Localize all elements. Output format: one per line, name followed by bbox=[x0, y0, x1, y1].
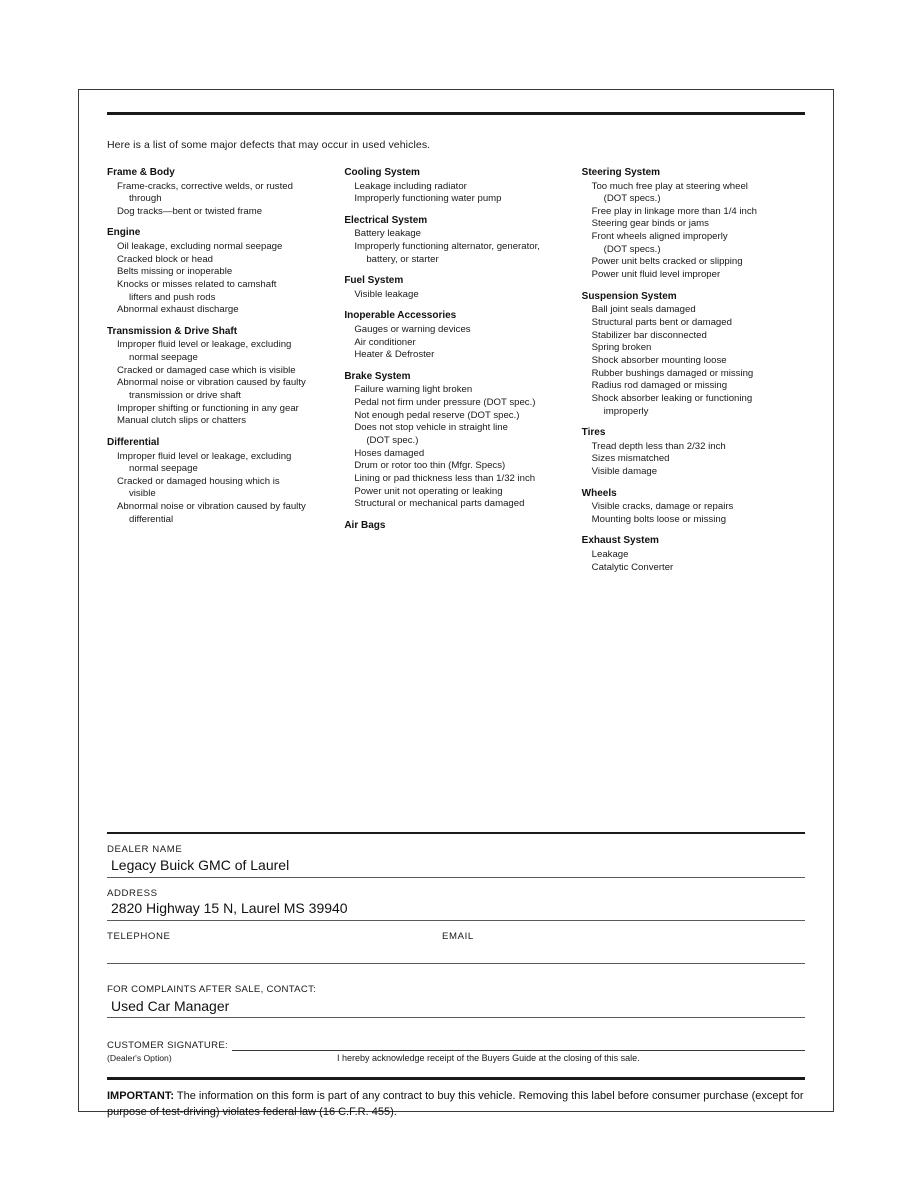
defect-text: Does not stop vehicle in straight line bbox=[354, 422, 508, 434]
signature-subrow bbox=[107, 1053, 805, 1063]
complaints-label: FOR COMPLAINTS AFTER SALE, CONTACT: bbox=[107, 984, 317, 996]
group-title-differential: Differential bbox=[107, 437, 160, 448]
defect-item bbox=[107, 339, 336, 364]
group-title-electrical-system: Electrical System bbox=[344, 214, 428, 226]
defect-text: Abnormal noise or vibration caused by faulty bbox=[117, 501, 306, 513]
defect-item: Power unit not operating or leaking bbox=[354, 485, 503, 497]
group-title-cooling-system: Cooling System bbox=[344, 167, 420, 178]
group-title-inoperable-accessories: Inoperable Accessories bbox=[344, 310, 457, 322]
defect-text: Shock absorber leaking or functioning bbox=[591, 392, 753, 404]
group-title-transmission-drive-shaft: Transmission & Drive Shaft bbox=[107, 325, 238, 337]
buyers-guide-page bbox=[78, 89, 834, 1119]
defect-item: Battery leakage bbox=[354, 228, 421, 240]
telephone-email-row[interactable] bbox=[107, 931, 805, 964]
defects-column-2 bbox=[344, 167, 581, 533]
defect-text-cont: transmission or drive shaft bbox=[129, 390, 241, 402]
defect-item: Drum or rotor too thin (Mfgr. Specs) bbox=[354, 460, 506, 472]
defect-item: Hoses damaged bbox=[354, 447, 425, 459]
group-title-fuel-system: Fuel System bbox=[344, 275, 404, 287]
defect-item bbox=[344, 241, 573, 266]
defect-item: Free play in linkage more than 1/4 inch bbox=[591, 205, 757, 217]
page-inner bbox=[107, 112, 805, 1119]
defect-text-cont: improperly bbox=[603, 405, 649, 417]
defect-text-cont: (DOT spec.) bbox=[366, 435, 419, 447]
defect-item bbox=[107, 377, 336, 402]
defect-item: Structural parts bent or damaged bbox=[591, 316, 732, 328]
complaints-underline bbox=[107, 1017, 805, 1018]
dealer-address-field[interactable] bbox=[107, 888, 805, 921]
defect-text-cont: differential bbox=[129, 513, 174, 525]
defect-item: Steering gear binds or jams bbox=[591, 218, 709, 230]
defect-text: Too much free play at steering wheel bbox=[591, 180, 748, 192]
defect-item: Power unit belts cracked or slipping bbox=[591, 256, 743, 268]
acknowledgement-text: I hereby acknowledge receipt of the Buyers Guide at the closing of this sale. bbox=[337, 1053, 640, 1064]
defect-item: Tread depth less than 2/32 inch bbox=[591, 440, 726, 452]
telephone-email-labels bbox=[107, 931, 805, 963]
defect-text-cont: (DOT specs.) bbox=[603, 193, 661, 205]
spacer bbox=[107, 964, 805, 974]
defect-item: Stabilizer bar disconnected bbox=[591, 329, 707, 341]
dealer-name-label: DEALER NAME bbox=[107, 844, 183, 856]
important-text: The information on this form is part of any contract to buy this vehicle. Removing this label before consumer purchase (except for purpose of test-driving) violates federal law (16 C.F.R. 455). bbox=[107, 1090, 804, 1119]
defect-text: Improperly functioning alternator, generator, bbox=[354, 240, 540, 252]
customer-signature-row[interactable] bbox=[107, 1040, 805, 1051]
defect-text: Improper fluid level or leakage, excluding bbox=[117, 450, 292, 462]
defect-item: Power unit fluid level improper bbox=[591, 269, 721, 281]
defect-item: Visible leakage bbox=[354, 288, 419, 300]
defect-text: Knocks or misses related to camshaft bbox=[117, 278, 277, 290]
defect-item: Dog tracks—bent or twisted frame bbox=[117, 205, 263, 217]
defects-column-3 bbox=[582, 167, 805, 574]
defect-text-cont: through bbox=[129, 193, 162, 205]
telephone-cell[interactable] bbox=[107, 931, 442, 963]
defect-item: Oil leakage, excluding normal seepage bbox=[117, 240, 283, 252]
defect-item: Mounting bolts loose or missing bbox=[591, 513, 727, 525]
email-value bbox=[442, 943, 805, 964]
important-notice bbox=[107, 1089, 805, 1121]
defect-item bbox=[344, 422, 573, 447]
important-heading: IMPORTANT: bbox=[107, 1090, 175, 1103]
customer-signature-line[interactable] bbox=[232, 1043, 805, 1051]
defect-item: Cracked block or head bbox=[117, 253, 213, 265]
defect-item: Sizes mismatched bbox=[591, 453, 670, 465]
defect-item: Air conditioner bbox=[354, 336, 416, 348]
group-title-steering-system: Steering System bbox=[581, 167, 661, 178]
defect-item: Improper shifting or functioning in any gear bbox=[117, 402, 299, 414]
defect-text: Abnormal noise or vibration caused by faulty bbox=[117, 377, 306, 389]
defect-item: Rubber bushings damaged or missing bbox=[591, 367, 754, 379]
defect-item: Leakage including radiator bbox=[354, 180, 467, 192]
group-title-exhaust-system: Exhaust System bbox=[581, 535, 659, 547]
dealer-address-underline bbox=[107, 920, 805, 921]
telephone-label: TELEPHONE bbox=[107, 931, 171, 943]
defect-item bbox=[107, 451, 336, 476]
customer-signature-label: CUSTOMER SIGNATURE: bbox=[107, 1040, 229, 1052]
defect-item: Spring broken bbox=[591, 342, 652, 354]
defect-item: Cracked or damaged case which is visible bbox=[117, 364, 296, 376]
dealers-option-note: (Dealer's Option) bbox=[107, 1053, 172, 1064]
defect-text-cont: normal seepage bbox=[129, 352, 198, 364]
defect-item: Catalytic Converter bbox=[591, 561, 674, 573]
email-label: EMAIL bbox=[442, 931, 474, 943]
defect-text-cont: lifters and push rods bbox=[129, 291, 216, 303]
middle-divider bbox=[107, 832, 805, 834]
bottom-divider bbox=[107, 1077, 805, 1080]
telephone-value bbox=[107, 943, 442, 964]
group-title-suspension-system: Suspension System bbox=[581, 290, 677, 302]
defect-item: Belts missing or inoperable bbox=[117, 266, 233, 278]
defect-item: Abnormal exhaust discharge bbox=[117, 304, 239, 316]
dealer-address-value: 2820 Highway 15 N, Laurel MS 39940 bbox=[111, 900, 348, 917]
complaints-value: Used Car Manager bbox=[111, 998, 230, 1015]
defect-item: Ball joint seals damaged bbox=[591, 304, 696, 316]
defects-column-1 bbox=[107, 167, 344, 526]
defect-item: Improperly functioning water pump bbox=[354, 193, 502, 205]
dealer-name-field[interactable] bbox=[107, 844, 805, 877]
defect-item bbox=[582, 231, 805, 256]
defect-item bbox=[107, 476, 336, 501]
intro-text: Here is a list of some major defects that may occur in used vehicles. bbox=[107, 139, 431, 151]
defect-item: Not enough pedal reserve (DOT spec.) bbox=[354, 409, 520, 421]
blank-space bbox=[107, 574, 805, 824]
complaints-contact-field[interactable] bbox=[107, 984, 805, 1018]
defect-item: Gauges or warning devices bbox=[354, 323, 471, 335]
group-title-tires: Tires bbox=[581, 427, 606, 439]
defect-item: Failure warning light broken bbox=[354, 384, 473, 396]
group-title-frame-body: Frame & Body bbox=[107, 167, 175, 178]
email-cell[interactable] bbox=[442, 931, 805, 963]
defect-item: Shock absorber mounting loose bbox=[591, 354, 727, 366]
defect-text: Cracked or damaged housing which is bbox=[117, 475, 280, 487]
group-title-air-bags: Air Bags bbox=[344, 519, 386, 531]
defect-text-cont: normal seepage bbox=[129, 463, 198, 475]
top-divider bbox=[107, 112, 805, 115]
defect-item: Structural or mechanical parts damaged bbox=[354, 498, 525, 510]
defect-text-cont: (DOT specs.) bbox=[603, 243, 661, 255]
defect-text: Front wheels aligned improperly bbox=[591, 231, 728, 243]
defect-item: Manual clutch slips or chatters bbox=[117, 415, 247, 427]
group-title-wheels: Wheels bbox=[581, 487, 617, 499]
defects-columns bbox=[107, 167, 805, 574]
defect-item: Pedal not firm under pressure (DOT spec.) bbox=[354, 397, 536, 409]
defect-item: Leakage bbox=[591, 548, 629, 560]
defect-item: Visible damage bbox=[591, 465, 658, 477]
dealer-name-value: Legacy Buick GMC of Laurel bbox=[111, 856, 290, 873]
group-title-engine: Engine bbox=[107, 227, 141, 239]
group-title-brake-system: Brake System bbox=[344, 370, 411, 382]
defect-item: Radius rod damaged or missing bbox=[591, 380, 728, 392]
defect-item: Lining or pad thickness less than 1/32 inch bbox=[354, 473, 536, 484]
defect-text-cont: visible bbox=[129, 488, 156, 500]
defect-text: Improper fluid level or leakage, excluding bbox=[117, 339, 292, 351]
telephone-email-underline bbox=[107, 963, 805, 964]
defect-item: Heater & Defroster bbox=[354, 349, 435, 361]
defect-item bbox=[107, 181, 336, 206]
defect-item bbox=[107, 501, 336, 526]
defect-item: Visible cracks, damage or repairs bbox=[591, 501, 734, 513]
defect-item bbox=[107, 279, 336, 304]
dealer-name-underline bbox=[107, 877, 805, 878]
defect-text-cont: battery, or starter bbox=[366, 253, 439, 265]
defect-item bbox=[582, 181, 805, 206]
dealer-address-label: ADDRESS bbox=[107, 887, 158, 899]
defect-text: Frame-cracks, corrective welds, or rusted bbox=[117, 180, 293, 192]
defect-item bbox=[582, 393, 805, 418]
